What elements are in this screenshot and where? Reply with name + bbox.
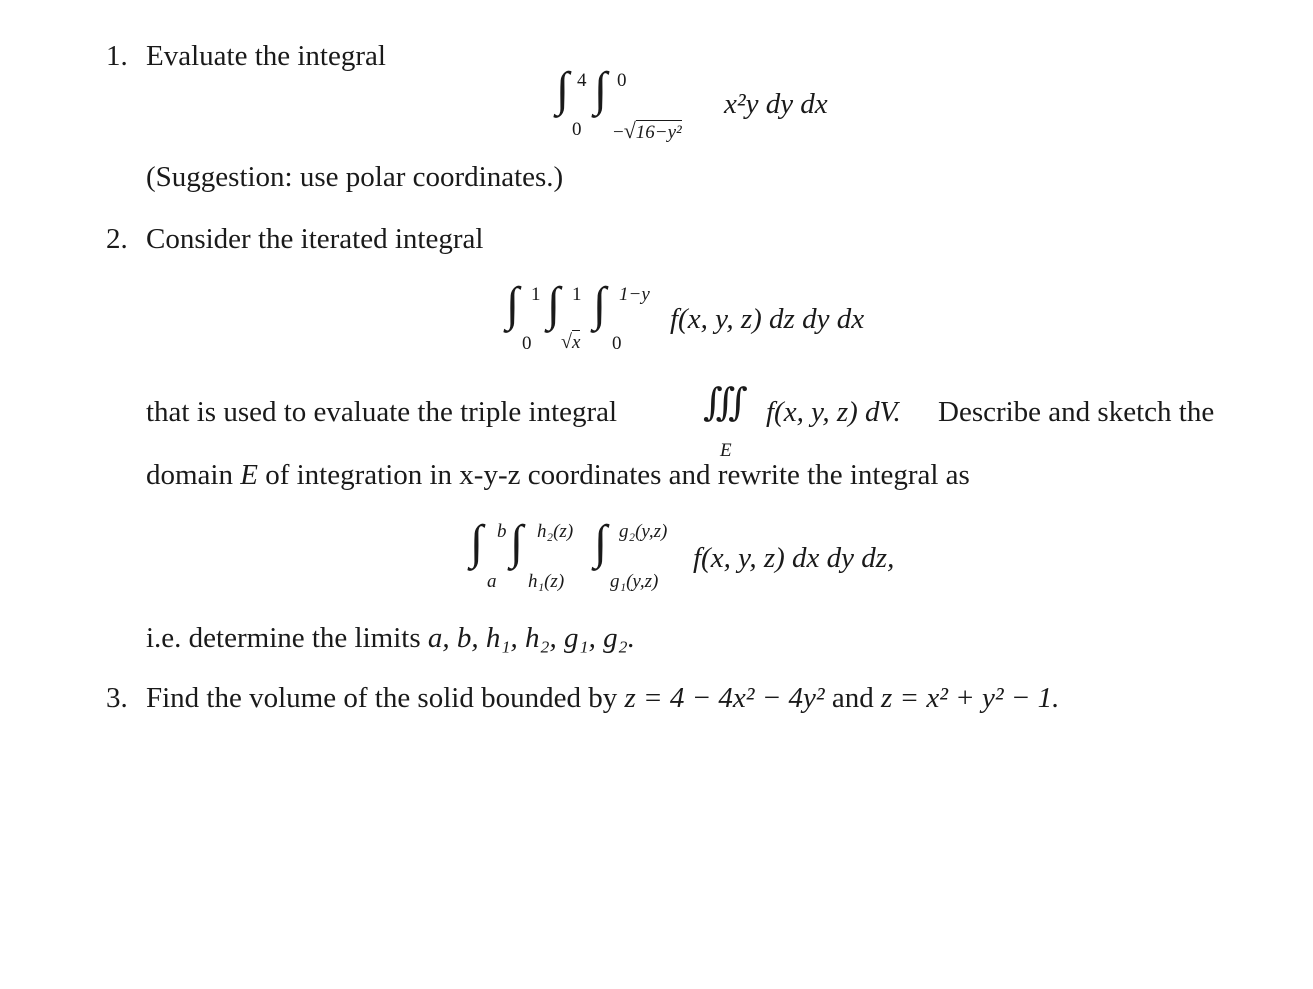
integral-sign: ∫ <box>470 516 484 569</box>
radicand: 16−y² <box>635 122 682 143</box>
inner-lower-limit: g₁(y,z) <box>610 571 659 592</box>
integral-sign: ∫ <box>594 63 608 116</box>
inner-upper-limit: 0 <box>617 70 627 91</box>
problem-1-note: (Suggestion: use polar coordinates.) <box>146 161 564 193</box>
outer-lower-limit: 0 <box>522 333 532 354</box>
integral-sign: ∫ <box>556 63 570 116</box>
outer-upper-limit: 1 <box>531 284 541 305</box>
middle-upper-limit: h₂(z) <box>537 521 574 542</box>
inner-lower-limit: −√16−y² <box>613 118 682 143</box>
problem-2-number: 2. <box>106 223 128 255</box>
problem-3-text: Find the volume of the solid bounded by z = 4 − 4x² − 4y² and z = x² + y² − 1. <box>146 682 1060 714</box>
problem-2-intro: Consider the iterated integral <box>146 223 484 255</box>
integral-sign: ∫ <box>510 516 524 569</box>
inner-lower-limit: 0 <box>612 333 622 354</box>
outer-lower-limit: 0 <box>572 119 582 140</box>
surface-equation-1: z = 4 − 4x² − 4y² <box>624 682 825 714</box>
integrand: f(x, y, z) dz dy dx <box>670 303 865 335</box>
integrand: f(x, y, z) dx dy dz, <box>693 542 895 574</box>
limits-variables: a, b, h₁, h₂, g₁, g₂. <box>427 622 635 654</box>
triple-integral-sign: ∭ <box>703 382 748 424</box>
outer-lower-limit: a <box>487 571 497 592</box>
problem-2-limits-line: i.e. determine the limits a, b, h₁, h₂, g₁, g₂. <box>146 622 635 654</box>
outer-upper-limit: b <box>497 521 507 542</box>
middle-lower-limit: √x <box>561 331 581 353</box>
triple-integral-integrand: f(x, y, z) dV. <box>766 396 901 428</box>
problem-1-number: 1. <box>106 40 128 72</box>
middle-upper-limit: 1 <box>572 284 582 305</box>
problem-2-line-1-tail: Describe and sketch the <box>938 396 1215 428</box>
integral-sign: ∫ <box>547 278 561 331</box>
integral-sign: ∫ <box>593 278 607 331</box>
integral-sign: ∫ <box>594 516 608 569</box>
inner-upper-limit: 1−y <box>619 284 650 305</box>
radicand: x <box>571 332 581 353</box>
problem-3-number: 3. <box>106 682 128 714</box>
surface-equation-2: z = x² + y² − 1. <box>880 682 1060 714</box>
middle-lower-limit: h₁(z) <box>528 571 565 592</box>
outer-upper-limit: 4 <box>577 70 587 91</box>
inner-upper-limit: g₂(y,z) <box>619 521 668 542</box>
triple-integral-region: E <box>720 440 732 461</box>
problem-2-line-1: that is used to evaluate the triple integral <box>146 396 618 428</box>
problem-1-intro: Evaluate the integral <box>146 40 386 72</box>
integral-sign: ∫ <box>506 278 520 331</box>
problem-2-line-2: domain E of integration in x-y-z coordinates and rewrite the integral as <box>146 459 970 491</box>
integrand: x²y dy dx <box>724 88 828 120</box>
domain-variable: E <box>240 459 258 491</box>
